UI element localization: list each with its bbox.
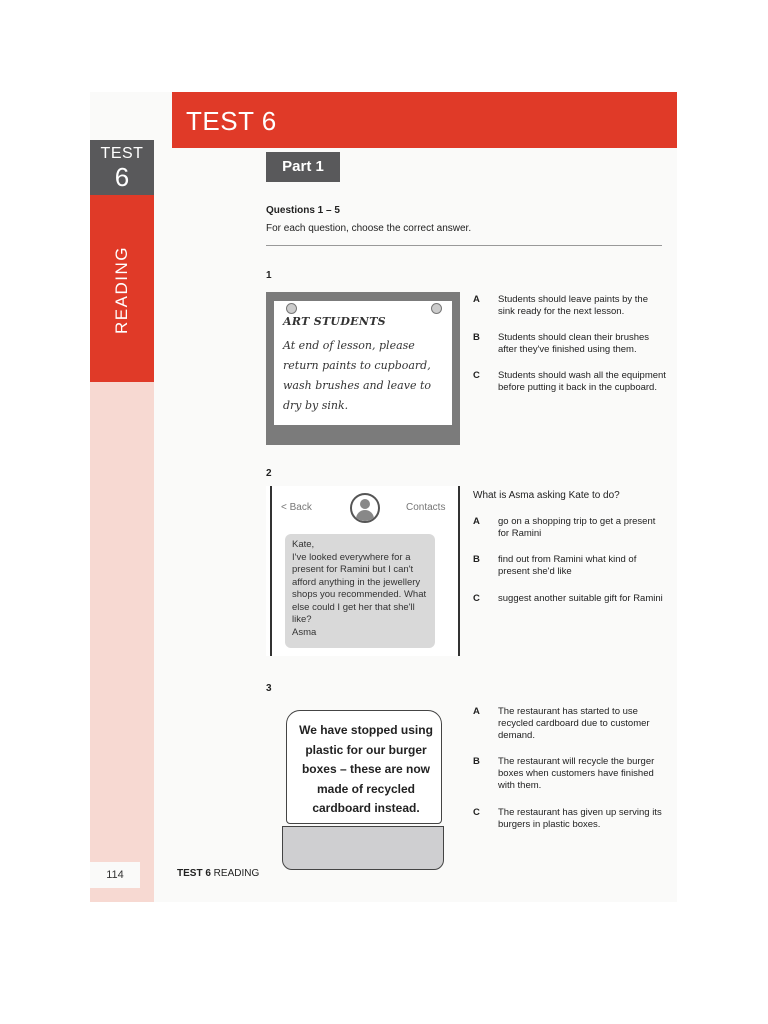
side-section-label: READING [112,246,131,334]
page-title: TEST 6 [186,106,277,136]
questions-instruction: For each question, choose the correct answer. [266,223,472,234]
notice-title: ART STUDENTS [283,315,386,328]
side-strip-top [90,92,154,140]
notice-body: At end of lesson, please return paints to cupboard, wash brushes and leave to dry by sink. [283,339,431,412]
side-test-number: 6 [114,162,130,192]
avatar-head [360,499,370,509]
pin-icon [431,303,442,314]
option-text: The restaurant will recycle the burger boxes when customers have finished with them. [498,756,655,791]
question-3-burger-box [266,704,460,872]
header-bar [172,92,677,148]
question-2-number: 2 [266,468,272,479]
side-test-word: TEST [100,145,144,162]
phone-edge [270,486,272,656]
footer-label [177,868,259,879]
option-text: find out from Ramini what kind of present she'd like [498,554,637,577]
notice-paper [274,301,452,425]
option-text: Students should leave paints by the sink ready for the next lesson. [498,294,648,317]
phone-contacts-link: Contacts [406,502,446,513]
option-letter: A [473,294,480,305]
message-bubble [285,534,435,648]
part-label: Part 1 [266,152,340,182]
avatar-body [356,510,374,522]
phone-back-link: < Back [281,502,312,513]
avatar-icon [350,493,380,523]
burger-box-text: We have stopped using plastic for our burger boxes – these are now made of recycled cardboard instead. [299,723,433,815]
option-letter: A [473,516,480,527]
textbook-page [90,92,677,902]
burger-box-base [282,826,444,870]
footer-section: READING [210,868,260,879]
option-letter: B [473,332,480,343]
burger-box-lid [286,710,442,824]
option-text: Students should clean their brushes after they've finished using them. [498,332,650,355]
option-letter: C [473,807,480,818]
page-number: 114 [90,862,140,888]
footer-test: TEST 6 [177,868,211,879]
questions-heading: Questions 1 – 5 [266,205,340,216]
option-text: The restaurant has given up serving its burgers in plastic boxes. [498,807,662,830]
question-3-number: 3 [266,683,272,694]
option-letter: B [473,554,480,565]
option-text: Students should wash all the equipment before putting it back in the cupboard. [498,370,666,393]
option-letter: C [473,370,480,381]
question-2-prompt: What is Asma asking Kate to do? [473,490,620,501]
option-letter: A [473,706,480,717]
option-text: go on a shopping trip to get a present for Ramini [498,516,656,539]
question-1-notice [266,292,460,445]
side-test-tab [90,140,154,195]
message-text: Kate, I've looked everywhere for a present for Ramini but I can't afford anything in the jewellery shops you recommended. What else could I get her that she'll like? Asma [292,539,427,638]
pin-icon [286,303,297,314]
option-text: suggest another suitable gift for Ramini [498,593,663,604]
question-1-number: 1 [266,270,272,281]
divider [266,245,662,246]
question-2-phone [266,486,460,656]
option-letter: B [473,756,480,767]
phone-edge [458,486,460,656]
option-text: The restaurant has started to use recycled cardboard due to customer demand. [498,706,650,741]
option-letter: C [473,593,480,604]
